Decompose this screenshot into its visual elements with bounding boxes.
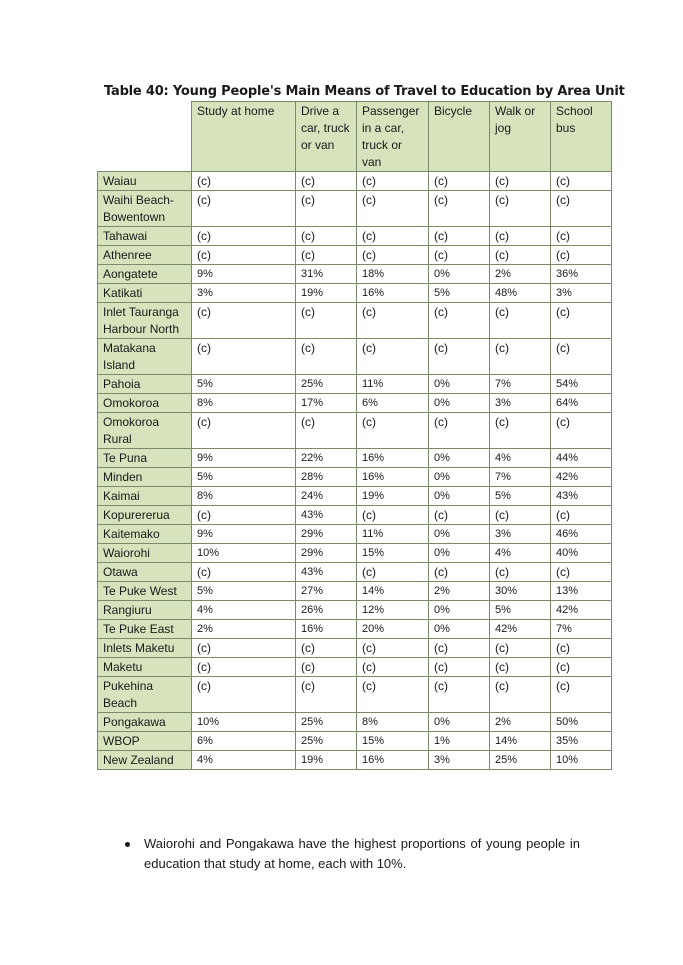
value-cell: (c) [490,246,551,265]
table-row [98,525,612,544]
value-cell: 19% [296,284,357,303]
value-cell: (c) [192,246,296,265]
value-cell: 2% [429,582,490,601]
value-cell: (c) [296,227,357,246]
table-row [98,375,612,394]
value-cell: 0% [429,544,490,563]
value-cell: 26% [296,601,357,620]
area-unit-cell: Kaitemako [98,525,192,544]
value-cell: 5% [192,468,296,487]
value-cell: (c) [296,191,357,227]
table-row [98,265,612,284]
value-cell: 14% [357,582,429,601]
value-cell: (c) [490,563,551,582]
value-cell: (c) [551,303,612,339]
area-unit-cell: Matakana Island [98,339,192,375]
value-cell: (c) [551,563,612,582]
area-unit-cell: Maketu [98,658,192,677]
value-cell: 9% [192,525,296,544]
value-cell: (c) [429,246,490,265]
column-header: Walk or jog [490,102,551,172]
value-cell: 17% [296,394,357,413]
area-unit-cell: Minden [98,468,192,487]
value-cell: 0% [429,525,490,544]
value-cell: 46% [551,525,612,544]
value-cell: 5% [192,375,296,394]
value-cell: 42% [551,601,612,620]
area-unit-cell: Pahoia [98,375,192,394]
value-cell: 0% [429,449,490,468]
value-cell: 11% [357,525,429,544]
value-cell: (c) [357,303,429,339]
value-cell: 3% [429,751,490,770]
value-cell: 8% [357,713,429,732]
value-cell: (c) [192,339,296,375]
value-cell: (c) [192,677,296,713]
value-cell: (c) [296,658,357,677]
table-row [98,751,612,770]
value-cell: 16% [357,449,429,468]
value-cell: 11% [357,375,429,394]
value-cell: (c) [429,677,490,713]
area-unit-cell: Athenree [98,246,192,265]
value-cell: 42% [490,620,551,639]
value-cell: 7% [490,468,551,487]
value-cell: (c) [490,191,551,227]
value-cell: 29% [296,525,357,544]
value-cell: (c) [490,506,551,525]
table-row [98,487,612,506]
value-cell: (c) [357,191,429,227]
value-cell: (c) [551,413,612,449]
value-cell: (c) [551,639,612,658]
table-row [98,620,612,639]
value-cell: 7% [551,620,612,639]
value-cell: (c) [551,172,612,191]
bullet-list [125,834,580,874]
value-cell: 0% [429,468,490,487]
value-cell: (c) [296,639,357,658]
value-cell: (c) [429,563,490,582]
value-cell: (c) [429,172,490,191]
area-unit-cell: Waihi Beach-Bowentown [98,191,192,227]
value-cell: 15% [357,732,429,751]
area-unit-cell: Inlet Tauranga Harbour North [98,303,192,339]
value-cell: (c) [296,677,357,713]
value-cell: 0% [429,601,490,620]
area-unit-cell: Kaimai [98,487,192,506]
value-cell: (c) [490,639,551,658]
value-cell: (c) [429,413,490,449]
area-unit-cell: Rangiuru [98,601,192,620]
value-cell: (c) [490,339,551,375]
value-cell: 7% [490,375,551,394]
value-cell: 8% [192,394,296,413]
table-row [98,394,612,413]
value-cell: 25% [296,732,357,751]
value-cell: (c) [429,339,490,375]
area-unit-cell: Omokoroa [98,394,192,413]
value-cell: (c) [490,227,551,246]
value-cell: (c) [357,246,429,265]
value-cell: 29% [296,544,357,563]
value-cell: (c) [551,227,612,246]
table-body [98,172,612,770]
value-cell: (c) [357,339,429,375]
area-unit-cell: Omokoroa Rural [98,413,192,449]
value-cell: (c) [192,658,296,677]
value-cell: (c) [192,227,296,246]
column-header: School bus [551,102,612,172]
value-cell: 27% [296,582,357,601]
value-cell: (c) [192,303,296,339]
value-cell: (c) [296,303,357,339]
value-cell: (c) [357,413,429,449]
value-cell: 4% [192,751,296,770]
area-unit-cell: Kopurererua [98,506,192,525]
value-cell: 48% [490,284,551,303]
value-cell: (c) [429,639,490,658]
value-cell: (c) [296,246,357,265]
value-cell: 43% [296,506,357,525]
table-row [98,713,612,732]
value-cell: (c) [192,191,296,227]
value-cell: 30% [490,582,551,601]
area-unit-cell: Waiau [98,172,192,191]
table-row [98,601,612,620]
table-row [98,582,612,601]
value-cell: (c) [490,677,551,713]
value-cell: 2% [490,265,551,284]
value-cell: 16% [357,284,429,303]
value-cell: 3% [490,394,551,413]
column-header: Study at home [192,102,296,172]
value-cell: (c) [490,658,551,677]
value-cell: 0% [429,375,490,394]
bullet-dot-icon [125,842,130,847]
value-cell: (c) [429,191,490,227]
value-cell: 5% [429,284,490,303]
value-cell: 31% [296,265,357,284]
table-row [98,544,612,563]
value-cell: 25% [296,375,357,394]
value-cell: 6% [357,394,429,413]
value-cell: (c) [551,506,612,525]
value-cell: (c) [192,172,296,191]
value-cell: 5% [490,487,551,506]
value-cell: (c) [490,413,551,449]
value-cell: (c) [192,639,296,658]
area-unit-cell: WBOP [98,732,192,751]
value-cell: (c) [357,227,429,246]
area-unit-cell: Tahawai [98,227,192,246]
value-cell: 9% [192,449,296,468]
value-cell: 50% [551,713,612,732]
value-cell: 22% [296,449,357,468]
table-row [98,468,612,487]
value-cell: 44% [551,449,612,468]
value-cell: 13% [551,582,612,601]
value-cell: 16% [357,468,429,487]
value-cell: (c) [296,172,357,191]
value-cell: (c) [357,563,429,582]
table-row [98,284,612,303]
value-cell: 16% [357,751,429,770]
value-cell: 42% [551,468,612,487]
column-header: Bicycle [429,102,490,172]
area-unit-cell: Inlets Maketu [98,639,192,658]
area-unit-cell: Aongatete [98,265,192,284]
value-cell: 12% [357,601,429,620]
value-cell: (c) [192,506,296,525]
table-row [98,246,612,265]
table-row [98,677,612,713]
value-cell: (c) [192,413,296,449]
value-cell: 0% [429,620,490,639]
table-header-row [98,102,612,172]
table-title: Table 40: Young People's Main Means of Travel to Education by Area Unit [104,84,625,99]
value-cell: (c) [551,658,612,677]
value-cell: 43% [551,487,612,506]
area-unit-cell: Otawa [98,563,192,582]
table-row [98,172,612,191]
value-cell: (c) [429,227,490,246]
value-cell: 0% [429,394,490,413]
table-row [98,658,612,677]
value-cell: 25% [490,751,551,770]
table-row [98,413,612,449]
value-cell: 10% [192,544,296,563]
value-cell: (c) [357,639,429,658]
value-cell: (c) [551,677,612,713]
area-unit-cell: Waiorohi [98,544,192,563]
value-cell: (c) [192,563,296,582]
value-cell: (c) [357,506,429,525]
value-cell: 2% [490,713,551,732]
value-cell: (c) [490,172,551,191]
column-header: Passenger in a car, truck or van [357,102,429,172]
value-cell: (c) [357,677,429,713]
value-cell: 25% [296,713,357,732]
value-cell: (c) [429,303,490,339]
value-cell: 3% [192,284,296,303]
travel-table [97,101,612,770]
area-unit-cell: Pukehina Beach [98,677,192,713]
value-cell: 5% [490,601,551,620]
area-unit-cell: Pongakawa [98,713,192,732]
value-cell: 28% [296,468,357,487]
table-row [98,227,612,246]
value-cell: 1% [429,732,490,751]
value-cell: 24% [296,487,357,506]
table-row [98,506,612,525]
value-cell: 43% [296,563,357,582]
value-cell: (c) [429,658,490,677]
value-cell: 16% [296,620,357,639]
value-cell: 3% [551,284,612,303]
value-cell: (c) [296,413,357,449]
value-cell: 36% [551,265,612,284]
value-cell: 9% [192,265,296,284]
value-cell: (c) [490,303,551,339]
header-corner [98,102,192,172]
value-cell: 3% [490,525,551,544]
value-cell: 2% [192,620,296,639]
column-header: Drive a car, truck or van [296,102,357,172]
value-cell: 0% [429,265,490,284]
table-row [98,303,612,339]
value-cell: (c) [357,172,429,191]
value-cell: 19% [357,487,429,506]
value-cell: 35% [551,732,612,751]
value-cell: (c) [551,246,612,265]
value-cell: 40% [551,544,612,563]
area-unit-cell: Te Puke West [98,582,192,601]
table-row [98,639,612,658]
value-cell: 64% [551,394,612,413]
value-cell: (c) [429,506,490,525]
value-cell: 10% [192,713,296,732]
area-unit-cell: New Zealand [98,751,192,770]
value-cell: 14% [490,732,551,751]
table-row [98,191,612,227]
value-cell: 4% [490,449,551,468]
value-cell: 4% [192,601,296,620]
value-cell: (c) [357,658,429,677]
value-cell: 0% [429,713,490,732]
value-cell: 10% [551,751,612,770]
table-row [98,732,612,751]
value-cell: 20% [357,620,429,639]
bullet-text: Waiorohi and Pongakawa have the highest proportions of young people in education that study at home, each with 10%. [144,836,580,871]
table-row [98,563,612,582]
value-cell: 54% [551,375,612,394]
area-unit-cell: Katikati [98,284,192,303]
value-cell: (c) [551,191,612,227]
value-cell: 15% [357,544,429,563]
value-cell: 19% [296,751,357,770]
value-cell: (c) [551,339,612,375]
table-row [98,449,612,468]
value-cell: 8% [192,487,296,506]
value-cell: 4% [490,544,551,563]
area-unit-cell: Te Puke East [98,620,192,639]
value-cell: 5% [192,582,296,601]
value-cell: (c) [296,339,357,375]
value-cell: 0% [429,487,490,506]
value-cell: 18% [357,265,429,284]
value-cell: 6% [192,732,296,751]
area-unit-cell: Te Puna [98,449,192,468]
table-row [98,339,612,375]
